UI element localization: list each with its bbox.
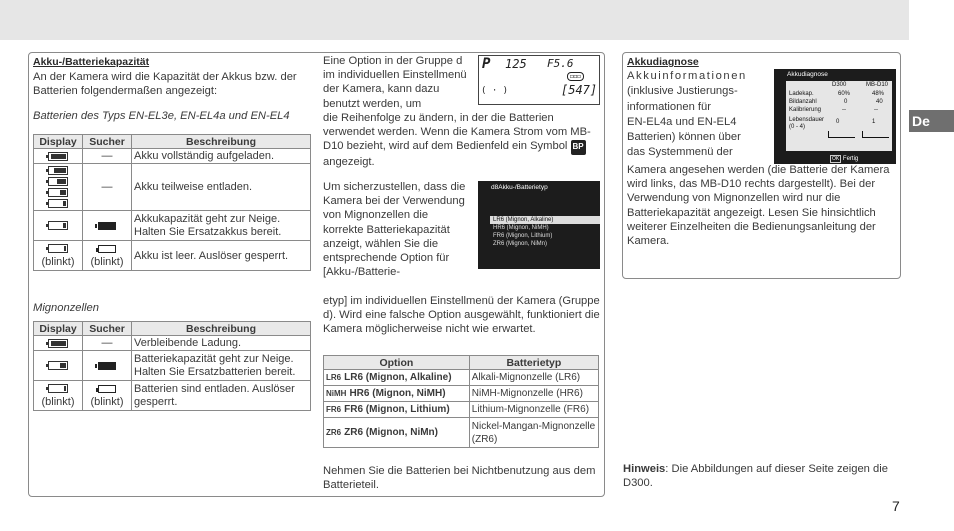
lr6-icon: LR6 [326,373,342,382]
bp-indicator-icon: ◻◻◻ [567,72,584,81]
desc-cell: Akku ist leer. Auslöser gesperrt. [132,241,311,271]
table-row [324,386,599,402]
sucher-cell: — [83,164,132,211]
text-line: EN-EL4a und EN-EL4 [627,115,737,128]
desc-cell: Verbleibende Ladung. [132,336,311,351]
row-value: 1 [872,119,876,125]
lcd-bracket-icon: ( · ) [481,86,509,96]
blink-note: (blinkt) [90,255,124,268]
table-row [34,149,311,164]
lcd-shutter: 125 [505,57,527,71]
row-label: Lebensdauer (0 - 4) [789,117,825,130]
mignon-paragraph-wide: etyp] im individuellen Einstellmenü der Kamera (Gruppe d). Wird eine falsche Option ausgewählt, funktioniert die Kamera möglicherweise nicht wie erwartet. [323,295,600,336]
battery-type-menu-screen [478,181,600,269]
col-type: Batterietyp [469,356,598,370]
lcd-mode: P [482,56,491,72]
table-row [34,211,311,241]
battery-low-icon [34,351,83,381]
desc-cell: Batterien sind entladen. Auslöser gesperrt. [132,381,311,411]
text-line: Batterien) können über [627,131,741,144]
option-cell [324,418,470,448]
col-sucher: Sucher [83,135,132,149]
mignon-subtitle: Mignonzellen [33,302,99,314]
table-row [34,164,311,211]
life-gauge-d300 [828,131,855,138]
ok-button-icon: OK [832,156,840,162]
note-text [623,462,905,490]
ok-fertig [830,156,858,162]
option-label: ZR6 (Mignon, NiMn) [344,427,438,438]
type-cell: Nickel-Mangan-Mignonzelle (ZR6) [469,418,598,448]
bp-symbol-icon: BP [571,140,586,154]
diagnose-narrow-text [627,69,767,161]
sucher-cell: — [83,149,132,164]
option-paragraph-wide [323,111,600,169]
battery-intro: An der Kamera wird die Kapazität der Akkus bzw. der Batterien folgendermaßen angezeigt: [33,71,297,98]
battery-partial-icons [34,164,83,211]
battery-full-icon [34,149,83,164]
row-label: Ladekap. [789,91,814,97]
text-line: Akkuinformationen [627,70,747,82]
desc-cell: Akkukapazität geht zur Neige. Halten Sie Ersatzakkus bereit. [132,211,311,241]
fr6-icon: FR6 [326,405,342,414]
battery-low-icon [34,211,83,241]
zr6-icon: ZR6 [326,428,342,437]
row-value: 0 [836,119,840,125]
lcd-aperture: F5.6 [547,57,574,70]
type-cell: NiMH-Mignonzelle (HR6) [469,386,598,402]
viewfinder-empty-icon [83,381,132,411]
table-row [34,241,311,271]
diagnose-screen [774,69,896,164]
language-tab: De [909,110,954,132]
diagnose-table [786,81,892,151]
mignon-paragraph-narrow: Um sicherzustellen, dass die Kamera bei der Verwendung von Mignonzellen die korrekte Batteriekapazität anzeigt, wählen Sie die entsprechende Option für [Akku-/Batterie- [323,181,466,279]
control-panel-illustration [478,55,600,105]
table-row [34,336,311,351]
type-cell: Lithium-Mignonzelle (FR6) [469,402,598,418]
battery-heading: Akku-/Batteriekapazität [33,56,150,68]
desc-cell: Batteriekapazität geht zur Neige. Halten Sie Ersatzbatterien bereit. [132,351,311,381]
viewfinder-low-icon [83,211,132,241]
text-line: das Systemmenü der [627,146,733,159]
viewfinder-empty-icon [83,241,132,271]
closing-paragraph: Nehmen Sie die Batterien bei Nichtbenutzung aus dem Batterieteil. [323,465,596,492]
blink-note: (blinkt) [90,395,124,408]
battery-type-table [323,355,599,448]
option-label: FR6 (Mignon, Lithium) [344,404,450,415]
row-label: Kalibrierung [789,107,822,113]
option-label: LR6 (Mignon, Alkaline) [344,372,452,383]
row-value: 60% [838,91,851,97]
battery-empty-icon [34,241,83,271]
menu-item: HR6 (Mignon, NiMH) [493,225,549,231]
option-cell [324,370,470,386]
col-mbd10: MB-D10 [866,82,889,88]
note-label: Hinweis [623,463,666,475]
col-display: Display [34,322,83,336]
table-row [324,370,599,386]
sucher-cell: — [83,336,132,351]
row-value: 0 [844,99,848,105]
option-label: HR6 (Mignon, NiMH) [349,388,446,399]
mignon-table [33,321,311,411]
desc-cell: Akku vollständig aufgeladen. [132,149,311,164]
type-cell: Alkali-Mignonzelle (LR6) [469,370,598,386]
lcd-counter: [547] [561,83,598,97]
option-paragraph-narrow: Eine Option in der Gruppe d im individuellen Einstellmenü der Kamera, kann dazu benutzt werden, um [323,55,467,110]
menu-item: FR6 (Mignon, Lithium) [493,233,553,239]
diagnose-screen-title: Akkudiagnose [787,71,828,78]
blink-note: (blinkt) [41,255,75,268]
table-row [34,381,311,411]
text-line: informationen für [627,100,711,113]
en-el-table [33,134,311,271]
menu-item-selected: LR6 (Mignon, Alkaline) [490,216,600,224]
battery-empty-icon [34,381,83,411]
col-d300: D300 [832,82,847,88]
blink-note: (blinkt) [41,395,75,408]
header-bar [0,0,909,40]
row-value: 48% [872,91,885,97]
col-sucher: Sucher [83,322,132,336]
table-row [324,418,599,448]
option-text-b: angezeigt. [323,155,375,168]
page-number: 7 [892,498,900,514]
col-desc: Beschreibung [132,322,311,336]
en-el-subtitle: Batterien des Typs EN-EL3e, EN-EL4a und EN-EL4 [33,110,290,122]
row-label: Bildanzahl [789,99,817,105]
option-cell [324,402,470,418]
menu-title: d8Akku-/Batterietyp [491,184,548,191]
option-cell [324,386,470,402]
nimh-icon: NiMH [326,389,347,398]
desc-cell: Akku teilweise entladen. [132,164,311,211]
text-line: (inklusive Justierungs- [627,85,738,98]
col-display: Display [34,135,83,149]
option-text-a: die Reihenfolge zu ändern, in der die Batterien verwendet werden. Wenn die Kamera Strom vom MB-D10 bezieht, wird auf dem Bedienfeld ein Symbol [323,112,591,153]
note-body: : Die Abbildungen auf dieser Seite zeigen die D300. [623,463,888,490]
col-desc: Beschreibung [132,135,311,149]
row-value: -- [874,107,878,113]
diagnose-wide-text: Kamera angesehen werden (die Batterie der Kamera wird links, das MB-D10 rechts dargestellt). Bei der Verwendung von Mignonzellen wird nur die Batteriekapazität angezeigt. Lesen Sie hinsichtlich weiterer Einzelheiten die Bedienungsanleitung der Kamera. [627,164,890,248]
diagnose-heading: Akkudiagnose [627,56,699,68]
menu-item: ZR6 (Mignon, NiMn) [493,241,548,247]
table-row [34,351,311,381]
life-gauge-mbd10 [862,131,889,138]
fertig-label: Fertig [842,156,859,162]
battery-full-icon [34,336,83,351]
row-value: 40 [876,99,883,105]
viewfinder-low-icon [83,351,132,381]
table-row [324,402,599,418]
row-value: -- [842,107,846,113]
col-option: Option [324,356,470,370]
